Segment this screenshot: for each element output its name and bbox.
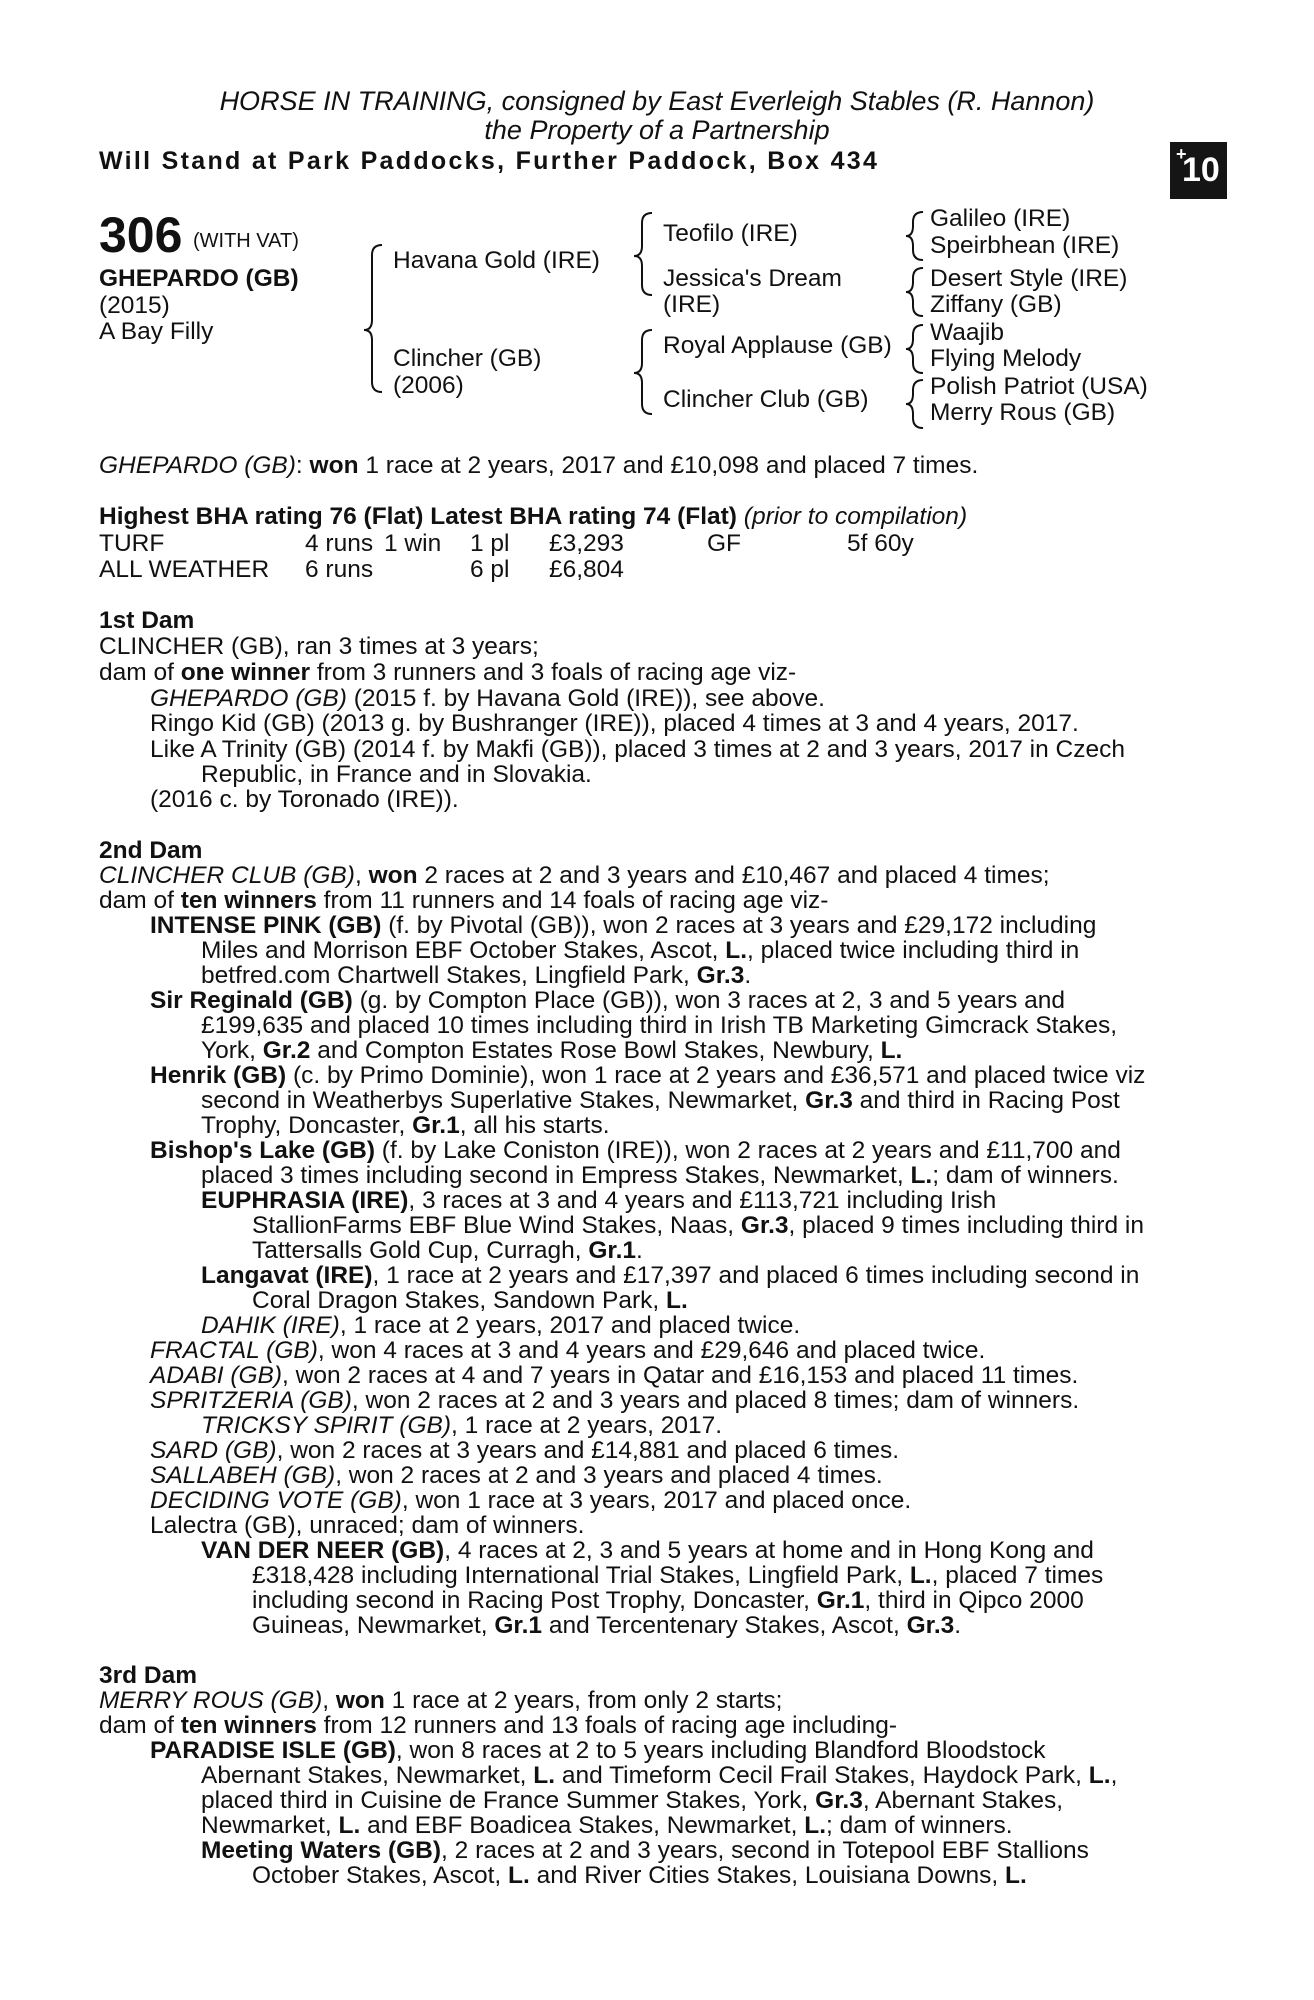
text: , 4 races at 2, 3 and 5 years at home and in Hong Kong and (444, 1537, 1094, 1564)
grade: L. (338, 1812, 361, 1839)
text: . (744, 962, 752, 989)
text: , 3 races at 3 and 4 years and £113,721 including Irish (408, 1187, 997, 1214)
record-turf-prize: £3,293 (549, 530, 624, 557)
entry-euphrasia (201, 1187, 996, 1215)
horse-name: GHEPARDO (GB) (99, 265, 299, 292)
won: won (368, 862, 418, 889)
entry-sard (150, 1437, 899, 1465)
horse-name: Langavat (IRE) (201, 1262, 373, 1289)
race-summary (99, 452, 978, 480)
horse-name: SPRITZERIA (GB) (150, 1387, 352, 1414)
text: , 2 races at 2 and 3 years, second in Totepool EBF Stallions (441, 1837, 1089, 1864)
horse-name: DAHIK (IRE) (201, 1312, 340, 1339)
text: (2015 f. by Havana Gold (IRE)), see above. (346, 685, 825, 712)
grade: L. (1088, 1762, 1111, 1789)
grade: Gr.1 (494, 1612, 543, 1639)
entry-henrik-cont (201, 1087, 1120, 1115)
text: and River Cities Stakes, Louisiana Downs, (529, 1862, 1006, 1889)
text: , won 8 races at 2 to 5 years including Blandford Bloodstock (395, 1737, 1046, 1764)
text: ; dam of winners. (932, 1162, 1119, 1189)
entry-intense-pink (150, 912, 1096, 940)
produce-name: GHEPARDO (GB) (150, 685, 347, 712)
horse-name: PARADISE ISLE (GB) (150, 1737, 396, 1764)
produce-4: (2016 c. by Toronado (IRE)). (150, 786, 459, 813)
text: ; dam of winners. (826, 1812, 1013, 1839)
grade: Gr.3 (906, 1612, 955, 1639)
horse-name: INTENSE PINK (GB) (150, 912, 382, 939)
badge-number: 10 (1182, 151, 1220, 189)
grade: L. (910, 1162, 933, 1189)
text: Newmarket, (201, 1812, 339, 1839)
entry-meeting-waters (201, 1837, 1089, 1865)
third-dam-produce-line (99, 1712, 897, 1740)
owner-line: the Property of a Partnership (484, 115, 830, 145)
entry-paradise-isle (150, 1737, 1046, 1765)
produce-3-cont: Republic, in France and in Slovakia. (201, 761, 592, 788)
entry-intense-pink-cont (201, 937, 1079, 965)
ssd: Speirbhean (IRE) (930, 232, 1120, 259)
winners-count: ten winners (180, 887, 317, 914)
entry-van-der-neer-cont3 (252, 1612, 961, 1640)
text: Trophy, Doncaster, (201, 1112, 413, 1139)
entry-paradise-isle-cont2 (201, 1787, 1063, 1815)
entry-deciding-vote (150, 1487, 911, 1515)
entry-spritzeria (150, 1387, 1079, 1415)
sdd: Ziffany (GB) (930, 291, 1062, 318)
record-aw-pl: 6 pl (470, 556, 510, 583)
text: . (954, 1612, 962, 1639)
summary-text: 1 race at 2 years, 2017 and £10,098 and placed 7 times. (365, 452, 979, 479)
entry-dahik (201, 1312, 800, 1340)
text: , won 2 races at 2 and 3 years and placed 8 times; dam of winners. (351, 1387, 1080, 1414)
horse-name: SALLABEH (GB) (150, 1462, 336, 1489)
text: Abernant Stakes, Newmarket, (201, 1762, 534, 1789)
horse-name: Meeting Waters (GB) (201, 1837, 442, 1864)
entry-meeting-waters-cont (252, 1862, 1027, 1890)
text: , placed 7 times (931, 1562, 1104, 1589)
dsd: Flying Melody (930, 345, 1082, 372)
second-dam-heading: 2nd Dam (99, 837, 203, 864)
first-dam-line: CLINCHER (GB), ran 3 times at 3 years; (99, 633, 539, 660)
text: . (636, 1237, 643, 1264)
text: Miles and Morrison EBF October Stakes, Ascot, (201, 937, 726, 964)
text: including second in Racing Post Trophy, Doncaster, (252, 1587, 817, 1614)
text: , won 1 race at 3 years, 2017 and placed once. (401, 1487, 912, 1514)
lot-vat: (WITH VAT) (193, 230, 299, 252)
horse-name: VAN DER NEER (GB) (201, 1537, 445, 1564)
text: , 1 race at 2 years, 2017. (451, 1412, 723, 1439)
entry-euphrasia-cont (252, 1212, 1144, 1240)
ddd: Merry Rous (GB) (930, 399, 1116, 426)
grade: L. (508, 1862, 530, 1889)
horse-name: ADABI (GB) (150, 1362, 283, 1389)
badge-plus-icon: + (1176, 144, 1187, 164)
text: , won 2 races at 4 and 7 years in Qatar and £16,153 and placed 11 times. (282, 1362, 1079, 1389)
text: and Tercentenary Stakes, Ascot, (542, 1612, 907, 1639)
horse-name: FRACTAL (GB) (150, 1337, 318, 1364)
horse-year: (2015) (99, 292, 170, 319)
dam-name: MERRY ROUS (GB) (99, 1687, 323, 1714)
text: (c. by Primo Dominie), won 1 race at 2 years and £36,571 and placed twice viz (286, 1062, 1146, 1089)
text: dam of (99, 1712, 181, 1739)
bha-rating-text: Highest BHA rating 76 (Flat) Latest BHA rating 74 (Flat) (99, 503, 737, 530)
grade: Gr.3 (740, 1212, 789, 1239)
text: placed third in Cuisine de France Summer Stakes, York, (201, 1787, 816, 1814)
third-dam-heading: 3rd Dam (99, 1662, 198, 1689)
grade: Gr.1 (588, 1237, 637, 1264)
lot-number: 306 (99, 207, 183, 263)
text: , Abernant Stakes, (862, 1787, 1064, 1814)
entry-paradise-isle-cont (201, 1762, 1117, 1790)
grade: Gr.3 (815, 1787, 863, 1814)
text: Tattersalls Gold Cup, Curragh, (252, 1237, 589, 1264)
stand-location: Will Stand at Park Paddocks, Further Paddock, Box 434 (99, 147, 880, 175)
text: second in Weatherbys Superlative Stakes, Newmarket, (201, 1087, 806, 1114)
text: October Stakes, Ascot, (252, 1862, 509, 1889)
dam-name: CLINCHER CLUB (GB) (99, 862, 355, 889)
won: won (335, 1687, 385, 1714)
text: , 1 race at 2 years, 2017 and placed twice. (339, 1312, 801, 1339)
text: from 12 runners and 13 foals of racing age including- (316, 1712, 898, 1739)
grade: L. (725, 937, 748, 964)
text: and Timeform Cecil Frail Stakes, Haydock Park, (555, 1762, 1089, 1789)
text: , third in Qipco 2000 (864, 1587, 1084, 1614)
record-turf-dist: 5f 60y (847, 530, 914, 557)
produce-1 (150, 685, 825, 713)
entry-van-der-neer-cont2 (252, 1587, 1084, 1615)
bha-rating-note: (prior to compilation) (743, 503, 968, 530)
winners-count: ten winners (180, 1712, 317, 1739)
grade: Gr.2 (262, 1037, 311, 1064)
text: (g. by Compton Place (GB)), won 3 races at 2, 3 and 5 years and (352, 987, 1066, 1014)
second-dam-line (99, 862, 1050, 890)
horse-name: Sir Reginald (GB) (150, 987, 353, 1014)
record-turf-surface: TURF (99, 530, 165, 557)
text: from 3 runners and 3 foals of racing age viz- (310, 659, 797, 686)
text: 2 races at 2 and 3 years and £10,467 and placed 4 times; (417, 862, 1050, 889)
entry-fractal (150, 1337, 985, 1365)
text: , won 2 races at 2 and 3 years and placed 4 times. (335, 1462, 883, 1489)
second-dam-produce-line (99, 887, 828, 915)
sire-sire: Teofilo (IRE) (663, 220, 798, 247)
text: York, (201, 1037, 263, 1064)
text: StallionFarms EBF Blue Wind Stakes, Naas, (252, 1212, 741, 1239)
dam-sire: Royal Applause (GB) (663, 332, 892, 359)
horse-description: A Bay Filly (99, 318, 214, 345)
text: and EBF Boadicea Stakes, Newmarket, (360, 1812, 805, 1839)
text: , (1110, 1762, 1118, 1789)
record-turf-wins: 1 win (384, 530, 442, 557)
dds: Polish Patriot (USA) (930, 373, 1148, 400)
sire: Havana Gold (IRE) (393, 247, 600, 274)
horse-name: Henrik (GB) (150, 1062, 287, 1089)
third-dam-line (99, 1687, 782, 1715)
grade: Gr.1 (412, 1112, 460, 1139)
entry-paradise-isle-cont3 (201, 1812, 1013, 1840)
dam-year: (2006) (393, 372, 464, 399)
winners-count: one winner (180, 659, 311, 686)
horse-name: DECIDING VOTE (GB) (150, 1487, 402, 1514)
horse-name: Bishop's Lake (GB) (150, 1137, 375, 1164)
grade: L. (533, 1762, 556, 1789)
text: from 11 runners and 14 foals of racing age viz- (316, 887, 829, 914)
entry-henrik-cont2 (201, 1112, 610, 1140)
entry-sallabeh (150, 1462, 883, 1490)
record-turf-pl: 1 pl (470, 530, 510, 557)
text: and third in Racing Post (852, 1087, 1120, 1114)
entry-intense-pink-cont2 (201, 962, 751, 990)
text: (f. by Pivotal (GB)), won 2 races at 3 years and £29,172 including (381, 912, 1097, 939)
grade: L. (804, 1812, 827, 1839)
text: Coral Dragon Stakes, Sandown Park, (252, 1287, 666, 1314)
grade: L. (909, 1562, 932, 1589)
text: , won 4 races at 3 and 4 years and £29,646 and placed twice. (317, 1337, 986, 1364)
entry-bishops-lake-cont (201, 1162, 1119, 1190)
consignor-line: HORSE IN TRAINING, consigned by East Everleigh Stables (R. Hannon) (219, 86, 1095, 116)
entry-van-der-neer (201, 1537, 1094, 1565)
text: , 1 race at 2 years and £17,397 and placed 6 times including second in (372, 1262, 1140, 1289)
first-dam-heading: 1st Dam (99, 607, 195, 634)
summary-colon: : (295, 452, 303, 479)
text: , (322, 1687, 336, 1714)
text: placed 3 times including second in Empress Stakes, Newmarket, (201, 1162, 911, 1189)
text: , placed twice including third in (747, 937, 1080, 964)
text: , won 2 races at 3 years and £14,881 and placed 6 times. (276, 1437, 900, 1464)
record-aw-surface: ALL WEATHER (99, 556, 270, 583)
text: dam of (99, 659, 181, 686)
text: , placed 9 times including third in (788, 1212, 1144, 1239)
text: and Compton Estates Rose Bowl Stakes, Newbury, (310, 1037, 881, 1064)
text: (f. by Lake Coniston (IRE)), won 2 races at 2 years and £11,700 and (375, 1137, 1121, 1164)
horse-name: TRICKSY SPIRIT (GB) (201, 1412, 452, 1439)
entry-bishops-lake (150, 1137, 1121, 1165)
dss: Waajib (930, 319, 1004, 346)
entry-henrik (150, 1062, 1145, 1090)
summary-won: won (309, 452, 359, 479)
entry-sir-reginald-cont: £199,635 and placed 10 times including third in Irish TB Marketing Gimcrack Stakes, (201, 1012, 1118, 1039)
sire-dam-line2: (IRE) (663, 291, 721, 318)
text: 1 race at 2 years, from only 2 starts; (384, 1687, 783, 1714)
sss: Galileo (IRE) (930, 205, 1071, 232)
grade: L. (880, 1037, 903, 1064)
entry-tricksy-spirit (201, 1412, 722, 1440)
sire-dam-line1: Jessica's Dream (663, 265, 842, 292)
sds: Desert Style (IRE) (930, 265, 1128, 292)
entry-van-der-neer-cont (252, 1562, 1103, 1590)
grade: L. (1005, 1862, 1027, 1889)
text: dam of (99, 887, 181, 914)
record-turf-going: GF (707, 530, 742, 557)
first-dam-produce-line (99, 659, 796, 687)
text: £318,428 including International Trial Stakes, Lingfield Park, (252, 1562, 910, 1589)
entry-euphrasia-cont2 (252, 1237, 643, 1265)
dam-dam: Clincher Club (GB) (663, 386, 869, 413)
grade: Gr.1 (816, 1587, 865, 1614)
record-turf-runs: 4 runs (305, 530, 374, 557)
dam: Clincher (GB) (393, 345, 542, 372)
record-aw-prize: £6,804 (549, 556, 624, 583)
entry-langavat-cont (252, 1287, 688, 1315)
entry-langavat (201, 1262, 1139, 1290)
entry-sir-reginald-cont2 (201, 1037, 902, 1065)
grade: Gr.3 (696, 962, 745, 989)
text: , all his starts. (459, 1112, 610, 1139)
entry-sir-reginald (150, 987, 1065, 1015)
grade: L. (666, 1287, 688, 1314)
text: betfred.com Chartwell Stakes, Lingfield Park, (201, 962, 697, 989)
text: Guineas, Newmarket, (252, 1612, 495, 1639)
record-aw-runs: 6 runs (305, 556, 374, 583)
horse-name: EUPHRASIA (IRE) (201, 1187, 409, 1214)
horse-name: SARD (GB) (150, 1437, 277, 1464)
entry-adabi (150, 1362, 1078, 1390)
produce-3: Like A Trinity (GB) (2014 f. by Makfi (GB)), placed 3 times at 2 and 3 years, 2017 in Czech (150, 736, 1125, 763)
grade: Gr.3 (805, 1087, 853, 1114)
text: , (354, 862, 369, 889)
produce-2: Ringo Kid (GB) (2013 g. by Bushranger (IRE)), placed 4 times at 3 and 4 years, 2017. (150, 710, 1079, 737)
bha-rating (99, 503, 967, 531)
summary-name: GHEPARDO (GB) (99, 452, 296, 479)
entry-lalectra: Lalectra (GB), unraced; dam of winners. (150, 1512, 585, 1539)
